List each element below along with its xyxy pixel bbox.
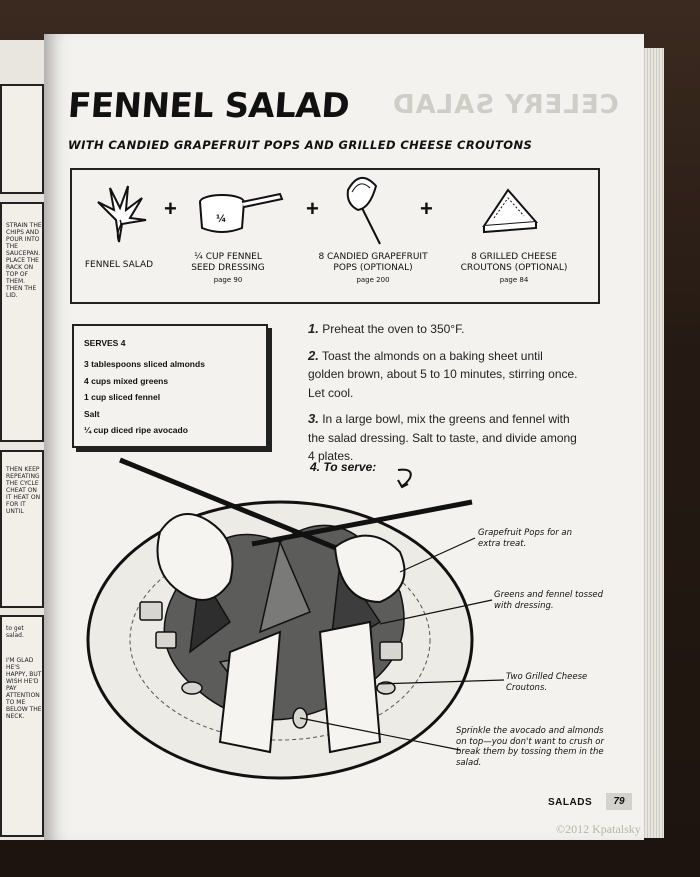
plus-sign: + (306, 196, 319, 221)
recipe-step (308, 320, 580, 339)
ingredient-line: 4 cups mixed greens (84, 375, 169, 386)
plus-sign: + (164, 196, 177, 221)
salad-plate-illustration (80, 452, 480, 782)
comic-bubble-text: STRAIN THE CHIPS AND POUR INTO THE SAUCEPAN. PLACE THE RACK ON TOP OF THEM. THEN THE LID. (6, 222, 42, 299)
ingredient-line: Salt (84, 408, 100, 419)
callout-avocado-almonds: Sprinkle the avocado and almonds on top—you don't want to crush or break them by tossing them in the salad. (456, 726, 604, 768)
step-text: Preheat the oven to 350°F. (322, 322, 465, 336)
comic-bubble-text: I'M GLAD HE'S HAPPY, BUT WISH HE'D PAY ATTENTION TO ME BELOW THE NECK. (6, 657, 42, 720)
sandwich-crouton-icon (478, 186, 542, 236)
comic-bubble-text: THEN KEEP REPEATING THE CYCLE CHEAT ON IT HEAT ON FOR IT UNTIL (6, 466, 41, 515)
fennel-icon (84, 180, 154, 250)
callout-grapefruit: Grapefruit Pops for an extra treat. (478, 528, 573, 549)
page-reference: page 200 (356, 276, 390, 284)
saucepan-icon (196, 190, 286, 240)
page-reference: page 90 (213, 276, 243, 284)
svg-text:¼: ¼ (216, 214, 227, 225)
step-number: 1. (308, 321, 319, 336)
show-through-title: CELERY SALAD (392, 90, 619, 120)
serves-ingredient-list (84, 356, 205, 439)
ingredient-line: 1 cup sliced fennel (84, 392, 161, 402)
serve-heading: 4. To serve: (310, 460, 377, 474)
step-number: 2. (308, 347, 319, 363)
ingredient-line: 3 tablespoons sliced almonds (84, 359, 205, 369)
ingredient-fennel-salad: FENNEL SALAD (84, 260, 154, 270)
comic-panel (0, 84, 44, 194)
step-number: 3. (308, 411, 319, 426)
callout-greens: Greens and fennel tossed with dressing. (494, 590, 604, 611)
page-reference: page 84 (499, 276, 529, 284)
recipe-steps (308, 320, 580, 474)
comic-panel (0, 202, 44, 442)
comic-panel (0, 450, 44, 608)
grapefruit-pop-icon (340, 172, 390, 250)
comic-caption: to get salad. (6, 625, 24, 639)
step-text: In a large bowl, mix the greens and fennel with the salad dressing. Salt to taste, and divide among 4 plates. (308, 412, 577, 463)
copyright-watermark: ©2012 Kpatalsky (556, 822, 641, 836)
serves-title: SERVES 4 (84, 338, 126, 348)
section-label: SALADS (548, 797, 593, 808)
comic-panel (0, 615, 44, 837)
left-page-comic (0, 40, 49, 840)
ingredient-grapefruit-pops: 8 CANDIED GRAPEFRUIT POPS (OPTIONAL) page 200 (318, 252, 428, 284)
plus-sign: + (420, 196, 433, 221)
callout-croutons: Two Grilled Cheese Croutons. (506, 672, 588, 693)
ingredient-fennel-dressing: ¼ CUP FENNEL SEED DRESSING page 90 (182, 252, 274, 286)
recipe-subtitle: WITH CANDIED GRAPEFRUIT POPS AND GRILLED CHEESE CROUTONS (68, 138, 533, 152)
ingredient-line: ¼ cup diced ripe avocado (84, 425, 188, 435)
ingredient-croutons: 8 GRILLED CHEESE CROUTONS (OPTIONAL) page 84 (456, 252, 572, 286)
page-number: 79 (606, 793, 632, 810)
recipe-title: FENNEL SALAD (66, 86, 351, 126)
recipe-step (308, 347, 580, 403)
step-text: Toast the almonds on a baking sheet until golden brown, about 5 to 10 minutes, stirring once. Let cool. (308, 348, 578, 400)
